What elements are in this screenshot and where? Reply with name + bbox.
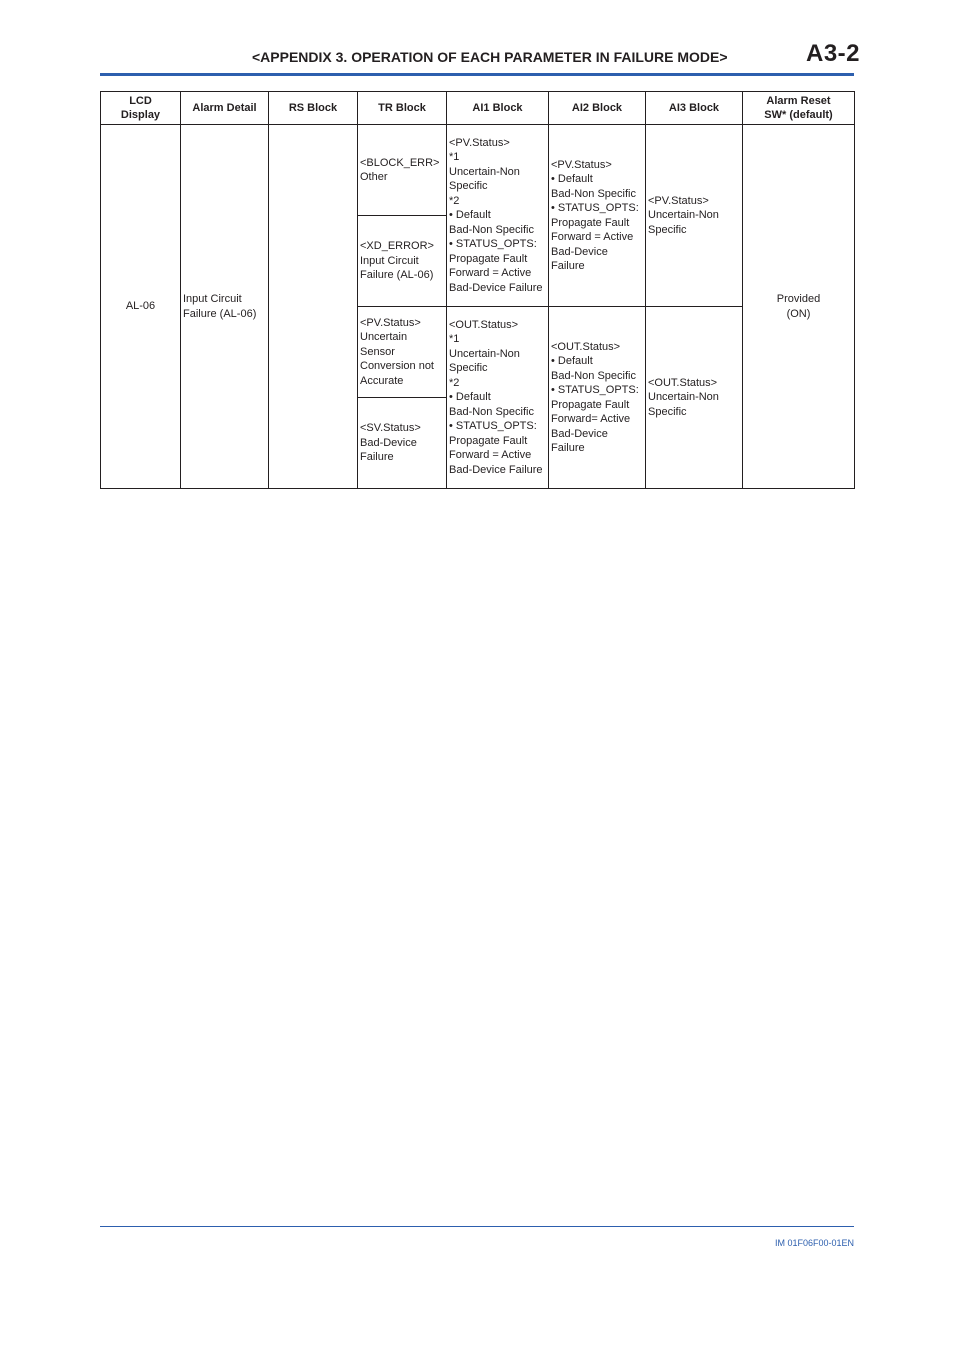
cell-alarm-detail: Input Circuit Failure (AL-06): [181, 125, 269, 489]
cell-tr-pv-status: <PV.Status> Uncertain Sensor Conversion not Accurate: [358, 307, 447, 398]
col-header-tr-block: TR Block: [358, 92, 447, 125]
page-header-title: <APPENDIX 3. OPERATION OF EACH PARAMETER IN FAILURE MODE>: [252, 49, 728, 65]
failure-mode-table: [100, 91, 855, 489]
cell-alarm-reset: Provided (ON): [743, 125, 855, 489]
col-header-lcd-display: LCD Display: [101, 92, 181, 125]
col-header-ai3-block: AI3 Block: [646, 92, 743, 125]
page-number: A3-2: [806, 40, 861, 67]
cell-tr-block-err: <BLOCK_ERR> Other: [358, 125, 447, 216]
document-code: IM 01F06F00-01EN: [774, 1238, 854, 1248]
header-divider: [100, 73, 854, 76]
col-header-alarm-reset: Alarm Reset SW* (default): [743, 92, 855, 125]
cell-ai2-pv-status: <PV.Status> • Default Bad-Non Specific • STATUS_OPTS: Propagate Fault Forward = Active Bad-Device Failure: [549, 125, 646, 307]
col-header-rs-block: RS Block: [269, 92, 358, 125]
cell-rs-block: [269, 125, 358, 489]
col-header-alarm-detail: Alarm Detail: [181, 92, 269, 125]
cell-ai2-out-status: <OUT.Status> • Default Bad-Non Specific • STATUS_OPTS: Propagate Fault Forward= Active Bad-Device Failure: [549, 307, 646, 489]
cell-tr-sv-status: <SV.Status> Bad-Device Failure: [358, 398, 447, 489]
cell-ai1-out-status: <OUT.Status> *1 Uncertain-Non Specific *2 • Default Bad-Non Specific • STATUS_OPTS: Propagate Fault Forward = Active Bad-Device Failure: [447, 307, 549, 489]
col-header-ai1-block: AI1 Block: [447, 92, 549, 125]
table-header-row: [101, 92, 855, 125]
footer-divider: [100, 1226, 854, 1227]
cell-ai1-pv-status: <PV.Status> *1 Uncertain-Non Specific *2 • Default Bad-Non Specific • STATUS_OPTS: Propagate Fault Forward = Active Bad-Device Failure: [447, 125, 549, 307]
cell-tr-xd-error: <XD_ERROR> Input Circuit Failure (AL-06): [358, 216, 447, 307]
table-row: [101, 125, 855, 216]
cell-lcd-display: AL-06: [101, 125, 181, 489]
col-header-ai2-block: AI2 Block: [549, 92, 646, 125]
cell-ai3-out-status: <OUT.Status> Uncertain-Non Specific: [646, 307, 743, 489]
cell-ai3-pv-status: <PV.Status> Uncertain-Non Specific: [646, 125, 743, 307]
